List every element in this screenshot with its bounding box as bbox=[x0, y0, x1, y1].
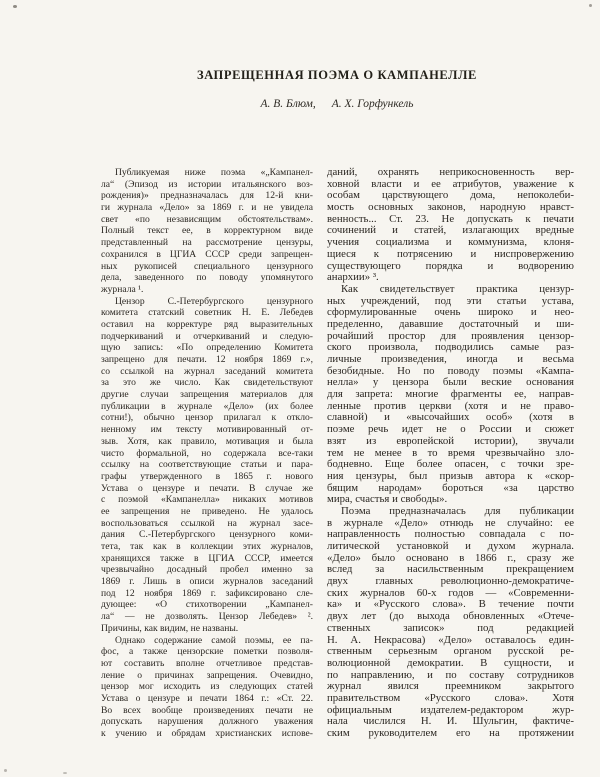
text-line: ление о причинах запрещения. Очевидно, bbox=[101, 669, 313, 681]
text-line: славной) и «высочайших особ» (хотя в bbox=[327, 411, 574, 424]
text-line: Причины, как видим, не названы. bbox=[101, 622, 239, 634]
text-line: ных рукописей специального цензурного bbox=[101, 260, 313, 272]
text-line: рождения)» предназначалась для 12-й кни- bbox=[101, 190, 313, 202]
text-line: комитета статский советник Н. Е. Лебедев bbox=[101, 307, 313, 319]
text-line: Цензор С.-Петербургского цензурного bbox=[115, 295, 313, 307]
text-line: дела, заведенного по поводу упомянутого bbox=[101, 272, 313, 284]
text-line: подчеркиваний и отчеркиваний и следую- bbox=[101, 330, 313, 342]
text-line: тем не менее в то время чрезвычайно зло- bbox=[327, 446, 574, 459]
text-line: Устава о цензуре и печати. В случае же bbox=[101, 482, 313, 494]
text-line: взят из европейской истории), звучали bbox=[327, 434, 574, 447]
text-line: учения социализма и коммунизма, клоня- bbox=[327, 236, 574, 249]
text-line: бящим народам» бороться «за царство bbox=[327, 481, 574, 494]
text-line: для запрета: многие фрагменты ее, направ- bbox=[327, 388, 574, 401]
text-line: поэме речь идет не о России и сюжет bbox=[327, 423, 574, 436]
text-line: рочайший простор для проявления цензор- bbox=[327, 329, 574, 342]
text-line: цензор мог исходить из следующих статей bbox=[101, 681, 313, 693]
scan-speck bbox=[589, 4, 592, 7]
text-line: со ссылкой на журнал заседаний комитета bbox=[101, 365, 313, 377]
text-line: ственным серьезным органом русской ре- bbox=[327, 645, 574, 658]
text-line: другие случаи запрещения материалов для bbox=[101, 389, 313, 401]
text-line: оставил на корректуре ряд выразительных bbox=[101, 318, 313, 330]
text-line: Поэма предназначалась для публикации bbox=[341, 504, 574, 517]
text-line: зыв. Хотя, как правило, мотивация и была bbox=[101, 435, 313, 447]
text-column-left bbox=[101, 167, 313, 740]
text-line: 1869 г. Лишь в описи журналов заседаний bbox=[101, 576, 313, 588]
text-line: запрещено для печати. 12 ноября 1869 г.», bbox=[101, 354, 313, 365]
text-line: ссылку на соответствующие статьи и пара- bbox=[101, 459, 313, 471]
text-line: Устава о цензуре и печати 1864 г.: «Ст. 22. bbox=[101, 692, 313, 704]
text-line: нелла» у цензора были веские основания bbox=[327, 376, 574, 389]
text-line: безобидные. Но по поводу поэмы «Кампа- bbox=[327, 364, 574, 377]
text-line: ных учреждений, под эти статьи устава, bbox=[327, 294, 574, 307]
text-line: даний, охранять неприкосновенность вер- bbox=[327, 166, 574, 178]
text-line: ских журналов 60-х годов — «Современни- bbox=[327, 586, 574, 599]
text-line: особам царствующего дома, непоколеби- bbox=[327, 189, 574, 202]
text-line: в журнале «Дело» отнюдь не случайно: ее bbox=[327, 516, 574, 529]
article-title: ЗАПРЕЩЕННАЯ ПОЭМА О КАМПАНЕЛЛЕ bbox=[197, 68, 477, 82]
text-line: Однако содержание самой поэмы, ее па- bbox=[115, 634, 313, 646]
text-line: чрезвычайно досадный пробел именно за bbox=[101, 564, 313, 576]
scan-speck bbox=[63, 772, 67, 774]
text-line: личные произведения, иногда и весьма bbox=[327, 353, 574, 365]
text-line: нала числился Н. И. Шульгин, фактиче- bbox=[327, 715, 574, 728]
text-line: с поэмой «Кампанелла» никаких мотивов bbox=[101, 494, 313, 506]
text-line: представленный на рассмотрение цензуры, bbox=[101, 237, 313, 249]
text-line: графы утвержденного в 1865 г. нового bbox=[101, 470, 313, 482]
text-line: по направлению, и по составу сотрудников bbox=[327, 668, 574, 681]
text-line: ленные против церкви (хотя и не право- bbox=[327, 399, 574, 412]
text-line: ния цензуры, был призыв автора к «скор- bbox=[327, 469, 574, 482]
text-line: публикации в журнале «Дело» (их более bbox=[101, 400, 313, 412]
text-line: к учению и обрядам христианских испове- bbox=[101, 728, 313, 739]
text-line: щиеся к потрясению и ниспровержению bbox=[327, 247, 574, 260]
text-line: существующего порядка и водворению bbox=[327, 259, 574, 272]
scan-speck bbox=[13, 5, 17, 8]
text-line: журнала ¹. bbox=[101, 283, 144, 295]
text-line: ют составить вполне отчетливое представ- bbox=[101, 657, 313, 669]
text-line: Публикуемая ниже поэма «„Кампанел- bbox=[115, 167, 313, 178]
text-line: Полный текст ее, в корректурном виде bbox=[101, 225, 313, 237]
text-line: двух главных революционно-демократиче- bbox=[327, 575, 574, 588]
text-line: ненному им тексту мотивированный от- bbox=[101, 424, 313, 436]
text-line: ховной власти и ее атрибутов, уважение к bbox=[327, 177, 574, 190]
text-line: двух лет (до выхода обновленных «Отече- bbox=[327, 610, 574, 623]
text-line: дания С.-Петербургского цензурного коми- bbox=[101, 529, 313, 541]
text-line: хранящихся также в ЦГИА СССР, имеется bbox=[101, 552, 313, 564]
text-line: ла“ (Эпизод из истории итальянского воз- bbox=[101, 178, 313, 190]
text-line: «Дело» было основано в 1866 г., сразу же bbox=[327, 551, 574, 564]
text-line: официальным издателем-редактором жур- bbox=[327, 703, 574, 716]
author-name: А. Х. Горфункель bbox=[331, 98, 414, 110]
text-line: ским руководителем его на протяжении bbox=[327, 727, 574, 739]
text-line: правительством «Русского слова». Хотя bbox=[327, 691, 574, 704]
text-line: направленность полностью совпадала с по- bbox=[327, 528, 574, 541]
text-line: ги журнала «Дело» за 1869 г. и не увидела bbox=[101, 202, 313, 214]
text-line: сочинений и статей, излагающих вредные bbox=[327, 224, 574, 237]
text-line: ского произвола, подводились самые раз- bbox=[327, 341, 574, 354]
text-line: Как свидетельствует практика цензур- bbox=[341, 282, 574, 295]
text-line: ственных записок» под редакцией bbox=[327, 621, 574, 634]
text-line: волюционной демократии. В сущности, и bbox=[327, 656, 574, 669]
text-line: допускать нарушения должного уважения bbox=[101, 716, 313, 728]
text-line: сотни!), обычно цензор прилагал к откло- bbox=[101, 412, 313, 424]
text-line: пределенно, дававшие достаточный и ши- bbox=[327, 317, 574, 330]
text-column-right bbox=[327, 167, 574, 740]
text-line: мира, счастья и свободы». bbox=[327, 493, 448, 506]
text-line: под 12 ноября 1869 г. зафиксировано сле- bbox=[101, 587, 313, 599]
text-line: бодневно. Еще более опасен, с точки зре- bbox=[327, 458, 574, 471]
text-line: Н. А. Некрасова) «Дело» оставалось един- bbox=[327, 633, 574, 646]
text-line: ла“ — не дозволять. Цензор Лебедев» ². bbox=[101, 611, 313, 623]
text-line: сохранился в ЦГИА СССР среди запрещен- bbox=[101, 248, 313, 260]
text-line: ка» и «Русского слова». В течение почти bbox=[327, 598, 574, 611]
text-line: анархии» ³. bbox=[327, 271, 379, 284]
text-line: вслед за насильственным прекращением bbox=[327, 563, 574, 576]
text-line: чисто формальной, но содержала все-таки bbox=[101, 447, 313, 459]
text-line: сформулированные очень широко и нео- bbox=[327, 306, 574, 319]
text-line: за это же число. Как свидетельствуют bbox=[101, 377, 313, 389]
text-line: ее запрещения не приведено. Не удалось bbox=[101, 505, 313, 517]
author-name: А. В. Блюм, bbox=[260, 98, 316, 110]
scan-speck bbox=[4, 769, 7, 772]
text-line: венность... Ст. 23. Не допускать к печати bbox=[327, 212, 574, 225]
text-line: Во всех вообще произведениях печати не bbox=[101, 704, 313, 716]
text-line: дующее: «О стихотворении „Кампанел- bbox=[101, 599, 313, 611]
text-line: тета, так как в коллекции этих журналов, bbox=[101, 541, 313, 552]
text-line: свет «по независящим обстоятельствам». bbox=[101, 213, 313, 225]
text-line: щую запись: «По определению Комитета bbox=[101, 342, 313, 354]
text-line: фос, а также цензорские пометки позволя- bbox=[101, 646, 313, 658]
text-line: литической установкой и духом журнала. bbox=[327, 540, 574, 552]
text-line: мость основных законов, народную нравст- bbox=[327, 201, 574, 214]
text-line: воспользоваться ссылкой на журнал засе- bbox=[101, 517, 313, 529]
text-line: журнал явился преемником закрытого bbox=[327, 680, 574, 693]
article-authors bbox=[101, 98, 573, 110]
